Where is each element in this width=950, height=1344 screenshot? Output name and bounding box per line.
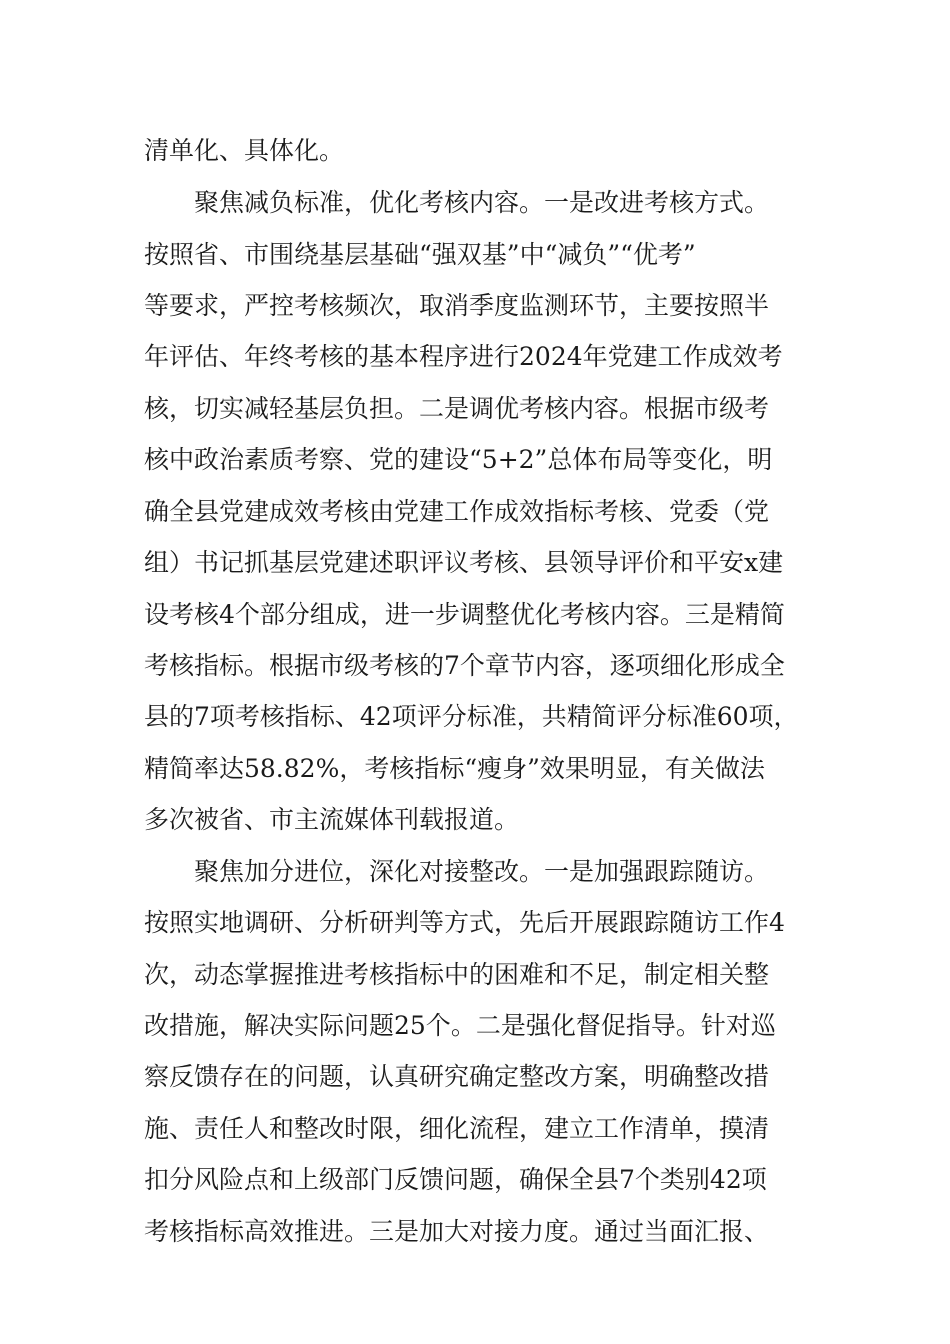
text-line: 精简率达58.82%，考核指标“瘦身”效果明显，有关做法 (144, 754, 765, 783)
text-line: 改措施，解决实际问题25个。二是强化督促指导。针对巡 (144, 1011, 776, 1040)
text-line: 确全县党建成效考核由党建工作成效指标考核、党委（党 (144, 497, 770, 526)
text-line: 年评估、年终考核的基本程序进行2024年党建工作成效考 (144, 342, 783, 371)
text-line: 多次被省、市主流媒体刊载报道。 (144, 805, 520, 834)
text-line: 设考核4个部分组成，进一步调整优化考核内容。三是精简 (144, 600, 785, 629)
paragraph-first-line: 聚焦减负标准，优化考核内容。一是改进考核方式。 (194, 188, 770, 217)
text-line: 清单化、具体化。 (144, 136, 345, 165)
text-line: 施、责任人和整改时限，细化流程，建立工作清单，摸清 (144, 1114, 770, 1143)
text-line: 察反馈存在的问题，认真研究确定整改方案，明确整改措 (144, 1062, 770, 1091)
text-line: 组）书记抓基层党建述职评议考核、县领导评价和平安x建 (144, 548, 784, 577)
text-line: 按照省、市围绕基层基础“强双基”中“减负”“优考” (144, 240, 696, 269)
text-line: 核，切实减轻基层负担。二是调优考核内容。根据市级考 (144, 394, 770, 423)
text-line: 考核指标。根据市级考核的7个章节内容，逐项细化形成全 (144, 651, 785, 680)
text-line: 县的7项考核指标、42项评分标准，共精简评分标准60项， (144, 702, 799, 731)
text-line: 按照实地调研、分析研判等方式，先后开展跟踪随访工作4 (144, 908, 785, 937)
paragraph-first-line: 聚焦加分进位，深化对接整改。一是加强跟踪随访。 (194, 857, 770, 886)
text-line: 考核指标高效推进。三是加大对接力度。通过当面汇报、 (144, 1217, 770, 1246)
text-line: 次，动态掌握推进考核指标中的困难和不足，制定相关整 (144, 960, 770, 989)
text-line: 核中政治素质考察、党的建设“5+2”总体布局等变化，明 (144, 445, 773, 474)
text-line: 扣分风险点和上级部门反馈问题，确保全县7个类别42项 (144, 1165, 767, 1194)
text-line: 等要求，严控考核频次，取消季度监测环节，主要按照半 (144, 291, 770, 320)
